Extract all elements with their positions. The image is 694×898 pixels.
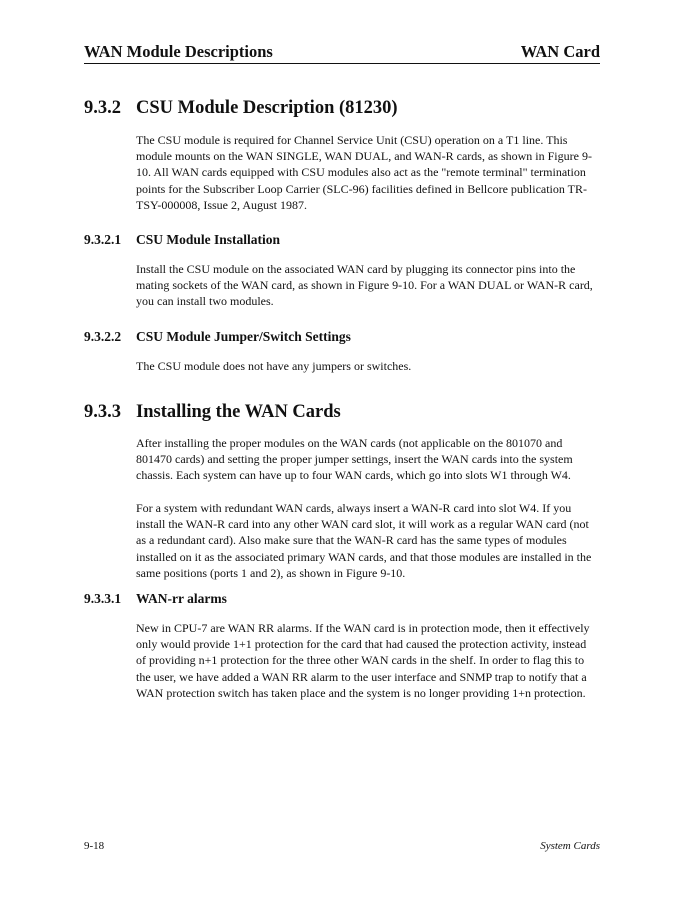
footer-chapter: System Cards [540, 840, 600, 852]
heading-number: 9.3.2 [84, 98, 121, 118]
paragraph-csu-jumpers: The CSU module does not have any jumpers or switches. [136, 359, 412, 373]
heading-number: 9.3.3 [84, 402, 121, 422]
heading-title: CSU Module Description (81230) [136, 98, 398, 118]
header-section-title: WAN Module Descriptions [84, 42, 273, 61]
heading-number: 9.3.3.1 [84, 591, 122, 606]
paragraph-csu-description: The CSU module is required for Channel Service Unit (CSU) operation on a T1 line. This module mounts on the WAN SINGLE, WAN DUAL, and WAN-R cards, as shown in Figure 9-10. All WAN cards equipped with CSU modules also act as the "remote terminal" termination points for the Subscriber Loop Carrier (SLC-96) facilities defined in Bellcore publication TR-TSY-000008, Issue 2, August 1987. [136, 133, 592, 212]
page-number: 9-18 [84, 840, 105, 852]
running-footer [84, 840, 600, 852]
paragraph-installing-wan-cards: After installing the proper modules on the WAN cards (not applicable on the 801070 and 801470 cards) and setting the proper jumper settings, insert the WAN cards into the system chassis. Each system can have up to four WAN cards, which go into slots W1 through W4. [136, 436, 573, 483]
header-chapter-title: WAN Card [520, 42, 600, 61]
paragraph-redundant-wan-cards: For a system with redundant WAN cards, always insert a WAN-R card into slot W4. If you install the WAN-R card into any other WAN card slot, it will work as a regular WAN card (not as a redundant card). Also make sure that the WAN-R card has the same types of modules installed on it as the associated primary WAN cards, and that those modules are installed in the same positions (ports 1 and 2), as shown in Figure 9-10. [136, 501, 592, 580]
heading-title: WAN-rr alarms [136, 591, 227, 606]
heading-title: Installing the WAN Cards [136, 402, 341, 422]
heading-number: 9.3.2.2 [84, 329, 122, 344]
heading-title: CSU Module Installation [136, 232, 281, 247]
paragraph-csu-installation: Install the CSU module on the associated WAN card by plugging its connector pins into the mating sockets of the WAN card, as shown in Figure 9-10. For a WAN DUAL or WAN-R card, you can install two modules. [136, 262, 593, 309]
heading-number: 9.3.2.1 [84, 232, 122, 247]
header-rule [84, 63, 600, 64]
paragraph-wan-rr-alarms: New in CPU-7 are WAN RR alarms. If the WAN card is in protection mode, then it effectively only would provide 1+1 protection for the card that had caused the protection activity, instead of providing n+1 protection for the three other WAN cards in the shelf. In order to flag this to the user, we have added a WAN RR alarm to the user interface and SNMP trap to notify that a WAN protection switch has taken place and the system is no longer providing 1+n protection. [136, 621, 590, 700]
heading-title: CSU Module Jumper/Switch Settings [136, 329, 351, 344]
running-header [84, 40, 600, 62]
